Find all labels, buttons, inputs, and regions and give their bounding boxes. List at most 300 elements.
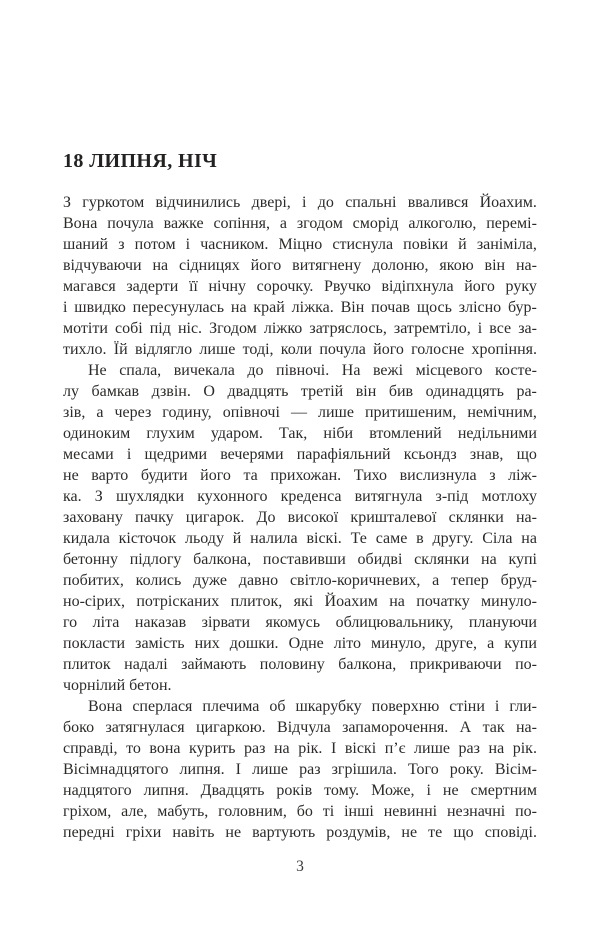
word: Сіла xyxy=(482,530,513,547)
word: почула xyxy=(107,215,154,232)
word: стиснула xyxy=(332,236,394,253)
word: а xyxy=(279,215,287,232)
word: льоду xyxy=(184,530,224,547)
word: на xyxy=(230,299,247,316)
word: все xyxy=(489,320,512,337)
word: варто xyxy=(91,467,129,484)
word: минуло, xyxy=(371,635,426,652)
word: на xyxy=(389,593,405,610)
word: на- xyxy=(515,509,537,526)
word: бив xyxy=(388,383,414,400)
word: вичекала xyxy=(173,362,235,379)
word: купи xyxy=(504,635,537,652)
word: собі xyxy=(114,320,143,337)
word: бруд- xyxy=(500,572,537,589)
word: одиноким xyxy=(63,425,131,442)
word: склянки xyxy=(448,509,504,526)
word: його xyxy=(373,341,404,358)
word: ра- xyxy=(516,383,537,400)
word: тепер xyxy=(451,572,489,589)
text-line xyxy=(63,612,537,633)
text-line xyxy=(63,507,537,528)
word: лише xyxy=(252,761,289,778)
word: глухим xyxy=(146,425,195,442)
word: літа xyxy=(92,614,120,631)
word: стіни xyxy=(449,698,485,715)
word: лише xyxy=(199,341,236,358)
text-block xyxy=(63,150,537,843)
word: до xyxy=(247,362,264,379)
word: облицювальнику, xyxy=(335,614,454,631)
word: на xyxy=(273,740,290,757)
word: вона xyxy=(149,740,181,757)
word: дзвін. xyxy=(151,383,191,400)
text-line xyxy=(63,696,537,717)
word: колись xyxy=(135,572,182,589)
word: одинадцять xyxy=(425,383,504,400)
word: в xyxy=(416,530,424,547)
word: Одне xyxy=(288,635,324,652)
word: вислизнула xyxy=(399,467,477,484)
word: знав, xyxy=(469,446,504,463)
word: шаний xyxy=(63,236,109,253)
word: вечерями xyxy=(220,446,284,463)
word: Вісімнадцятого xyxy=(63,761,169,778)
word: кухонного xyxy=(197,488,268,505)
word: замість xyxy=(135,635,185,652)
word: і xyxy=(477,320,483,337)
word: затремтіло, xyxy=(393,320,471,337)
word: Їй xyxy=(113,341,128,358)
word: Відчула xyxy=(277,719,331,736)
word: з-під xyxy=(435,488,469,505)
paragraph xyxy=(63,360,537,696)
word: на- xyxy=(515,257,537,274)
chapter-heading: 18 ЛИПНЯ, НІЧ xyxy=(63,150,218,172)
word: рік. xyxy=(512,740,537,757)
word: та xyxy=(243,467,258,484)
word: надцятого xyxy=(63,782,132,799)
word: До xyxy=(256,509,276,526)
word: руку xyxy=(505,278,537,295)
word: зів, xyxy=(63,404,86,421)
text-line xyxy=(63,549,537,570)
word: лу xyxy=(63,383,79,400)
word: повіки xyxy=(403,236,449,253)
word: косте- xyxy=(495,362,537,379)
word: бур- xyxy=(508,299,537,316)
word: і xyxy=(63,299,68,316)
word: відіпхнула xyxy=(381,278,454,295)
word: склянки xyxy=(414,551,470,568)
text-line xyxy=(63,318,537,339)
word: з xyxy=(489,467,496,484)
word: Міцно xyxy=(278,236,323,253)
word: запаморочення. xyxy=(342,719,449,736)
word: ліжка. xyxy=(291,299,334,316)
word: плечима xyxy=(202,698,260,715)
word: тому. xyxy=(324,782,360,799)
word: тоді, xyxy=(242,341,274,358)
word: І xyxy=(330,740,337,757)
word: Йоахим xyxy=(324,593,378,610)
word: притишеним, xyxy=(364,404,457,421)
word: місцевого xyxy=(415,362,483,379)
word: курить xyxy=(189,740,236,757)
paragraph xyxy=(63,192,537,360)
word: віскі xyxy=(344,740,377,757)
word: по- xyxy=(515,656,537,673)
word: відчуваючи xyxy=(63,257,142,274)
word: липня. xyxy=(179,761,225,778)
word: обидві xyxy=(357,551,403,568)
word: надалі xyxy=(124,656,168,673)
word: часником. xyxy=(200,236,269,253)
word: злісно xyxy=(458,299,502,316)
word: кришталевої xyxy=(350,509,437,526)
text-line xyxy=(63,633,537,654)
word: плиток xyxy=(63,656,111,673)
word: щось xyxy=(416,299,452,316)
word: рік. xyxy=(298,740,323,757)
word: на xyxy=(521,530,537,547)
word: якомусь xyxy=(265,614,321,631)
word: поставивши xyxy=(262,551,346,568)
text-line xyxy=(63,339,537,360)
word: підлогу xyxy=(129,551,182,568)
word: мотіти xyxy=(63,320,108,337)
word: плануючи xyxy=(468,614,537,631)
word: нічну xyxy=(208,278,247,295)
word: те xyxy=(428,824,443,841)
paragraph xyxy=(63,696,537,843)
word: Він xyxy=(340,299,365,316)
word: об xyxy=(269,698,286,715)
word: його xyxy=(200,467,231,484)
word: цигаркою. xyxy=(195,719,266,736)
word: задерти xyxy=(126,278,179,295)
word: Тихо xyxy=(353,467,388,484)
word: світло-коричневих, xyxy=(289,572,421,589)
word: справді, xyxy=(63,740,118,757)
word: зірвати xyxy=(201,614,251,631)
word: почав xyxy=(371,299,410,316)
word: месами xyxy=(63,446,114,463)
word: смертним xyxy=(470,782,537,799)
word: край xyxy=(253,299,285,316)
word: спала, xyxy=(119,362,162,379)
word: мотлоху xyxy=(481,488,537,505)
word: ударом. xyxy=(210,425,263,442)
text-line xyxy=(63,591,537,612)
word: дуже xyxy=(193,572,227,589)
word: то xyxy=(126,740,141,757)
word: віскі. xyxy=(306,530,342,547)
word: налила xyxy=(250,530,298,547)
word: минуло- xyxy=(481,593,537,610)
word: кісточок xyxy=(118,530,177,547)
word: потрісканих xyxy=(136,593,220,610)
word: гріхи xyxy=(125,824,162,841)
word: А xyxy=(459,719,472,736)
word: на xyxy=(481,551,497,568)
word: давно xyxy=(238,572,279,589)
word: липня. xyxy=(143,782,189,799)
text-line xyxy=(63,759,537,780)
word: тихло. xyxy=(63,341,107,358)
text-line xyxy=(63,654,537,675)
word: затряслось, xyxy=(309,320,387,337)
word: раз xyxy=(299,761,321,778)
word: двері, xyxy=(251,194,291,211)
word: ввалився xyxy=(407,194,469,211)
word: важке xyxy=(163,215,204,232)
word: пересунулась xyxy=(132,299,225,316)
word: третій xyxy=(300,383,344,400)
text-line xyxy=(63,213,537,234)
word: двадцять xyxy=(227,383,289,400)
word: втомлений xyxy=(369,425,442,442)
word: другу. xyxy=(432,530,474,547)
word: він xyxy=(484,257,506,274)
word: немічним, xyxy=(467,404,537,421)
word: сопіння, xyxy=(213,215,271,232)
word: відчинились xyxy=(155,194,241,211)
word: ніс. xyxy=(177,320,203,337)
word: недільними xyxy=(457,425,537,442)
word: її xyxy=(188,278,198,295)
word: гли- xyxy=(509,698,537,715)
word: саме xyxy=(375,530,408,547)
word: заховану xyxy=(63,509,123,526)
word: а xyxy=(96,404,104,421)
word: кидала xyxy=(63,530,110,547)
word: літо xyxy=(333,635,361,652)
word: балкона, xyxy=(338,656,397,673)
text-line xyxy=(63,234,537,255)
word: року. xyxy=(449,761,484,778)
word: балкона, xyxy=(193,551,252,568)
word: які xyxy=(293,593,314,610)
page-number: 3 xyxy=(296,858,304,875)
word: роздумів, xyxy=(326,824,391,841)
word: й xyxy=(232,530,242,547)
text-line xyxy=(63,801,537,822)
word: сідницях xyxy=(178,257,240,274)
word: не xyxy=(225,824,242,841)
word: швидко xyxy=(74,299,126,316)
word: Того xyxy=(407,761,439,778)
word: й xyxy=(458,236,467,253)
word: інші xyxy=(344,803,374,820)
word: Може, xyxy=(371,782,415,799)
word: через xyxy=(114,404,152,421)
word: побитих, xyxy=(63,572,124,589)
text-line xyxy=(63,402,537,423)
word: купі xyxy=(508,551,537,568)
word: З xyxy=(63,194,72,211)
word: щедрими xyxy=(144,446,208,463)
word: мабуть, xyxy=(157,803,209,820)
word: бамкав xyxy=(91,383,140,400)
text-line xyxy=(63,570,537,591)
text-line xyxy=(63,381,537,402)
word: них xyxy=(194,635,220,652)
word: друге, xyxy=(435,635,478,652)
word: і xyxy=(302,194,307,211)
word: шухлядки xyxy=(115,488,185,505)
word: а xyxy=(487,635,495,652)
word: алкоголю, xyxy=(408,215,477,232)
word: гуркотом xyxy=(82,194,145,211)
word: прикриваючи xyxy=(409,656,502,673)
word: цигарок. xyxy=(185,509,245,526)
word: сперлася xyxy=(132,698,193,715)
word: дошки. xyxy=(229,635,279,652)
word: на- xyxy=(515,719,537,736)
word: п’є xyxy=(384,740,406,757)
word: долоню, xyxy=(372,257,429,274)
word: до xyxy=(317,194,334,211)
word: прихожан. xyxy=(270,467,342,484)
word: ліжко xyxy=(263,320,303,337)
word: опівночі xyxy=(222,404,280,421)
text-line xyxy=(63,486,537,507)
word: але, xyxy=(121,803,148,820)
word: Двадцять xyxy=(200,782,265,799)
word: півночі. xyxy=(276,362,330,379)
text-line xyxy=(63,192,537,213)
word: ліж- xyxy=(508,467,537,484)
word: його xyxy=(250,257,282,274)
word: покласти xyxy=(63,635,126,652)
word: шкарубку xyxy=(295,698,362,715)
word: плиток, xyxy=(230,593,283,610)
word: пачку xyxy=(135,509,174,526)
word: лише xyxy=(414,740,450,757)
word: раз xyxy=(244,740,266,757)
word: Те xyxy=(350,530,367,547)
word: хропіння. xyxy=(471,341,537,358)
word: невинні xyxy=(383,803,438,820)
word: ксьондз xyxy=(403,446,457,463)
text-line xyxy=(63,423,537,444)
word: що xyxy=(516,446,537,463)
word: початку xyxy=(416,593,470,610)
word: на xyxy=(488,740,505,757)
word: го xyxy=(63,614,78,631)
word: якою xyxy=(439,257,474,274)
word: сморід xyxy=(352,215,399,232)
word: Рвучко xyxy=(323,278,371,295)
word: бетонну xyxy=(63,551,118,568)
word: Вона xyxy=(88,698,123,715)
word: по- xyxy=(515,803,537,820)
text-line xyxy=(63,822,537,843)
word: під xyxy=(149,320,171,337)
word: перемі- xyxy=(486,215,537,232)
word: бо xyxy=(296,803,313,820)
word: Вісім- xyxy=(494,761,537,778)
word: Не xyxy=(88,362,107,379)
word: З xyxy=(94,488,103,505)
text-line xyxy=(63,780,537,801)
word: боко xyxy=(63,719,95,736)
word: незначні xyxy=(446,803,506,820)
text-line xyxy=(63,528,537,549)
word: років xyxy=(276,782,313,799)
word: половину xyxy=(259,656,325,673)
word: і xyxy=(494,698,500,715)
word: за- xyxy=(518,320,537,337)
word: не xyxy=(63,467,79,484)
text-line xyxy=(63,360,537,381)
word: спальні xyxy=(345,194,397,211)
word: Вона xyxy=(63,215,98,232)
word: головним, xyxy=(218,803,287,820)
word: но-сірих, xyxy=(63,593,125,610)
word: поверхню xyxy=(371,698,440,715)
word: витягнену xyxy=(292,257,362,274)
word: гріхом, xyxy=(63,803,112,820)
word: не xyxy=(401,824,418,841)
word: раз xyxy=(458,740,480,757)
word: будити xyxy=(140,467,188,484)
text-line: чорнілий бетон. xyxy=(63,677,172,694)
word: і xyxy=(185,236,191,253)
word: потом xyxy=(134,236,176,253)
word: і xyxy=(426,782,431,799)
text-line xyxy=(63,276,537,297)
word: Так, xyxy=(279,425,308,442)
word: І xyxy=(235,761,241,778)
word: ка. xyxy=(63,488,82,505)
word: наказав xyxy=(134,614,187,631)
word: ті xyxy=(322,803,335,820)
word: займають xyxy=(181,656,247,673)
word: — xyxy=(290,404,307,421)
word: вежі xyxy=(372,362,404,379)
word: високої xyxy=(287,509,339,526)
word: магався xyxy=(63,278,116,295)
word: навіть xyxy=(172,824,215,841)
word: годину, xyxy=(162,404,212,421)
word: О xyxy=(203,383,215,400)
text-line xyxy=(63,297,537,318)
word: креденса xyxy=(280,488,342,505)
word: відлягло xyxy=(134,341,193,358)
text-line xyxy=(63,738,537,759)
word: з xyxy=(118,236,125,253)
word: Йоахим. xyxy=(479,194,537,211)
word: і xyxy=(126,446,132,463)
word: коли xyxy=(280,341,313,358)
word: затягнулася xyxy=(105,719,185,736)
body-text xyxy=(63,192,537,843)
word: його xyxy=(464,278,495,295)
word: заніміла, xyxy=(476,236,537,253)
word: голосне xyxy=(411,341,465,358)
word: лише xyxy=(317,404,354,421)
word: згрішила. xyxy=(331,761,397,778)
text-line xyxy=(63,717,537,738)
text-line xyxy=(63,465,537,486)
word: на xyxy=(152,257,169,274)
word: сорочку. xyxy=(256,278,314,295)
word: а xyxy=(432,572,440,589)
word: ніби xyxy=(323,425,354,442)
word: сповіді. xyxy=(484,824,537,841)
